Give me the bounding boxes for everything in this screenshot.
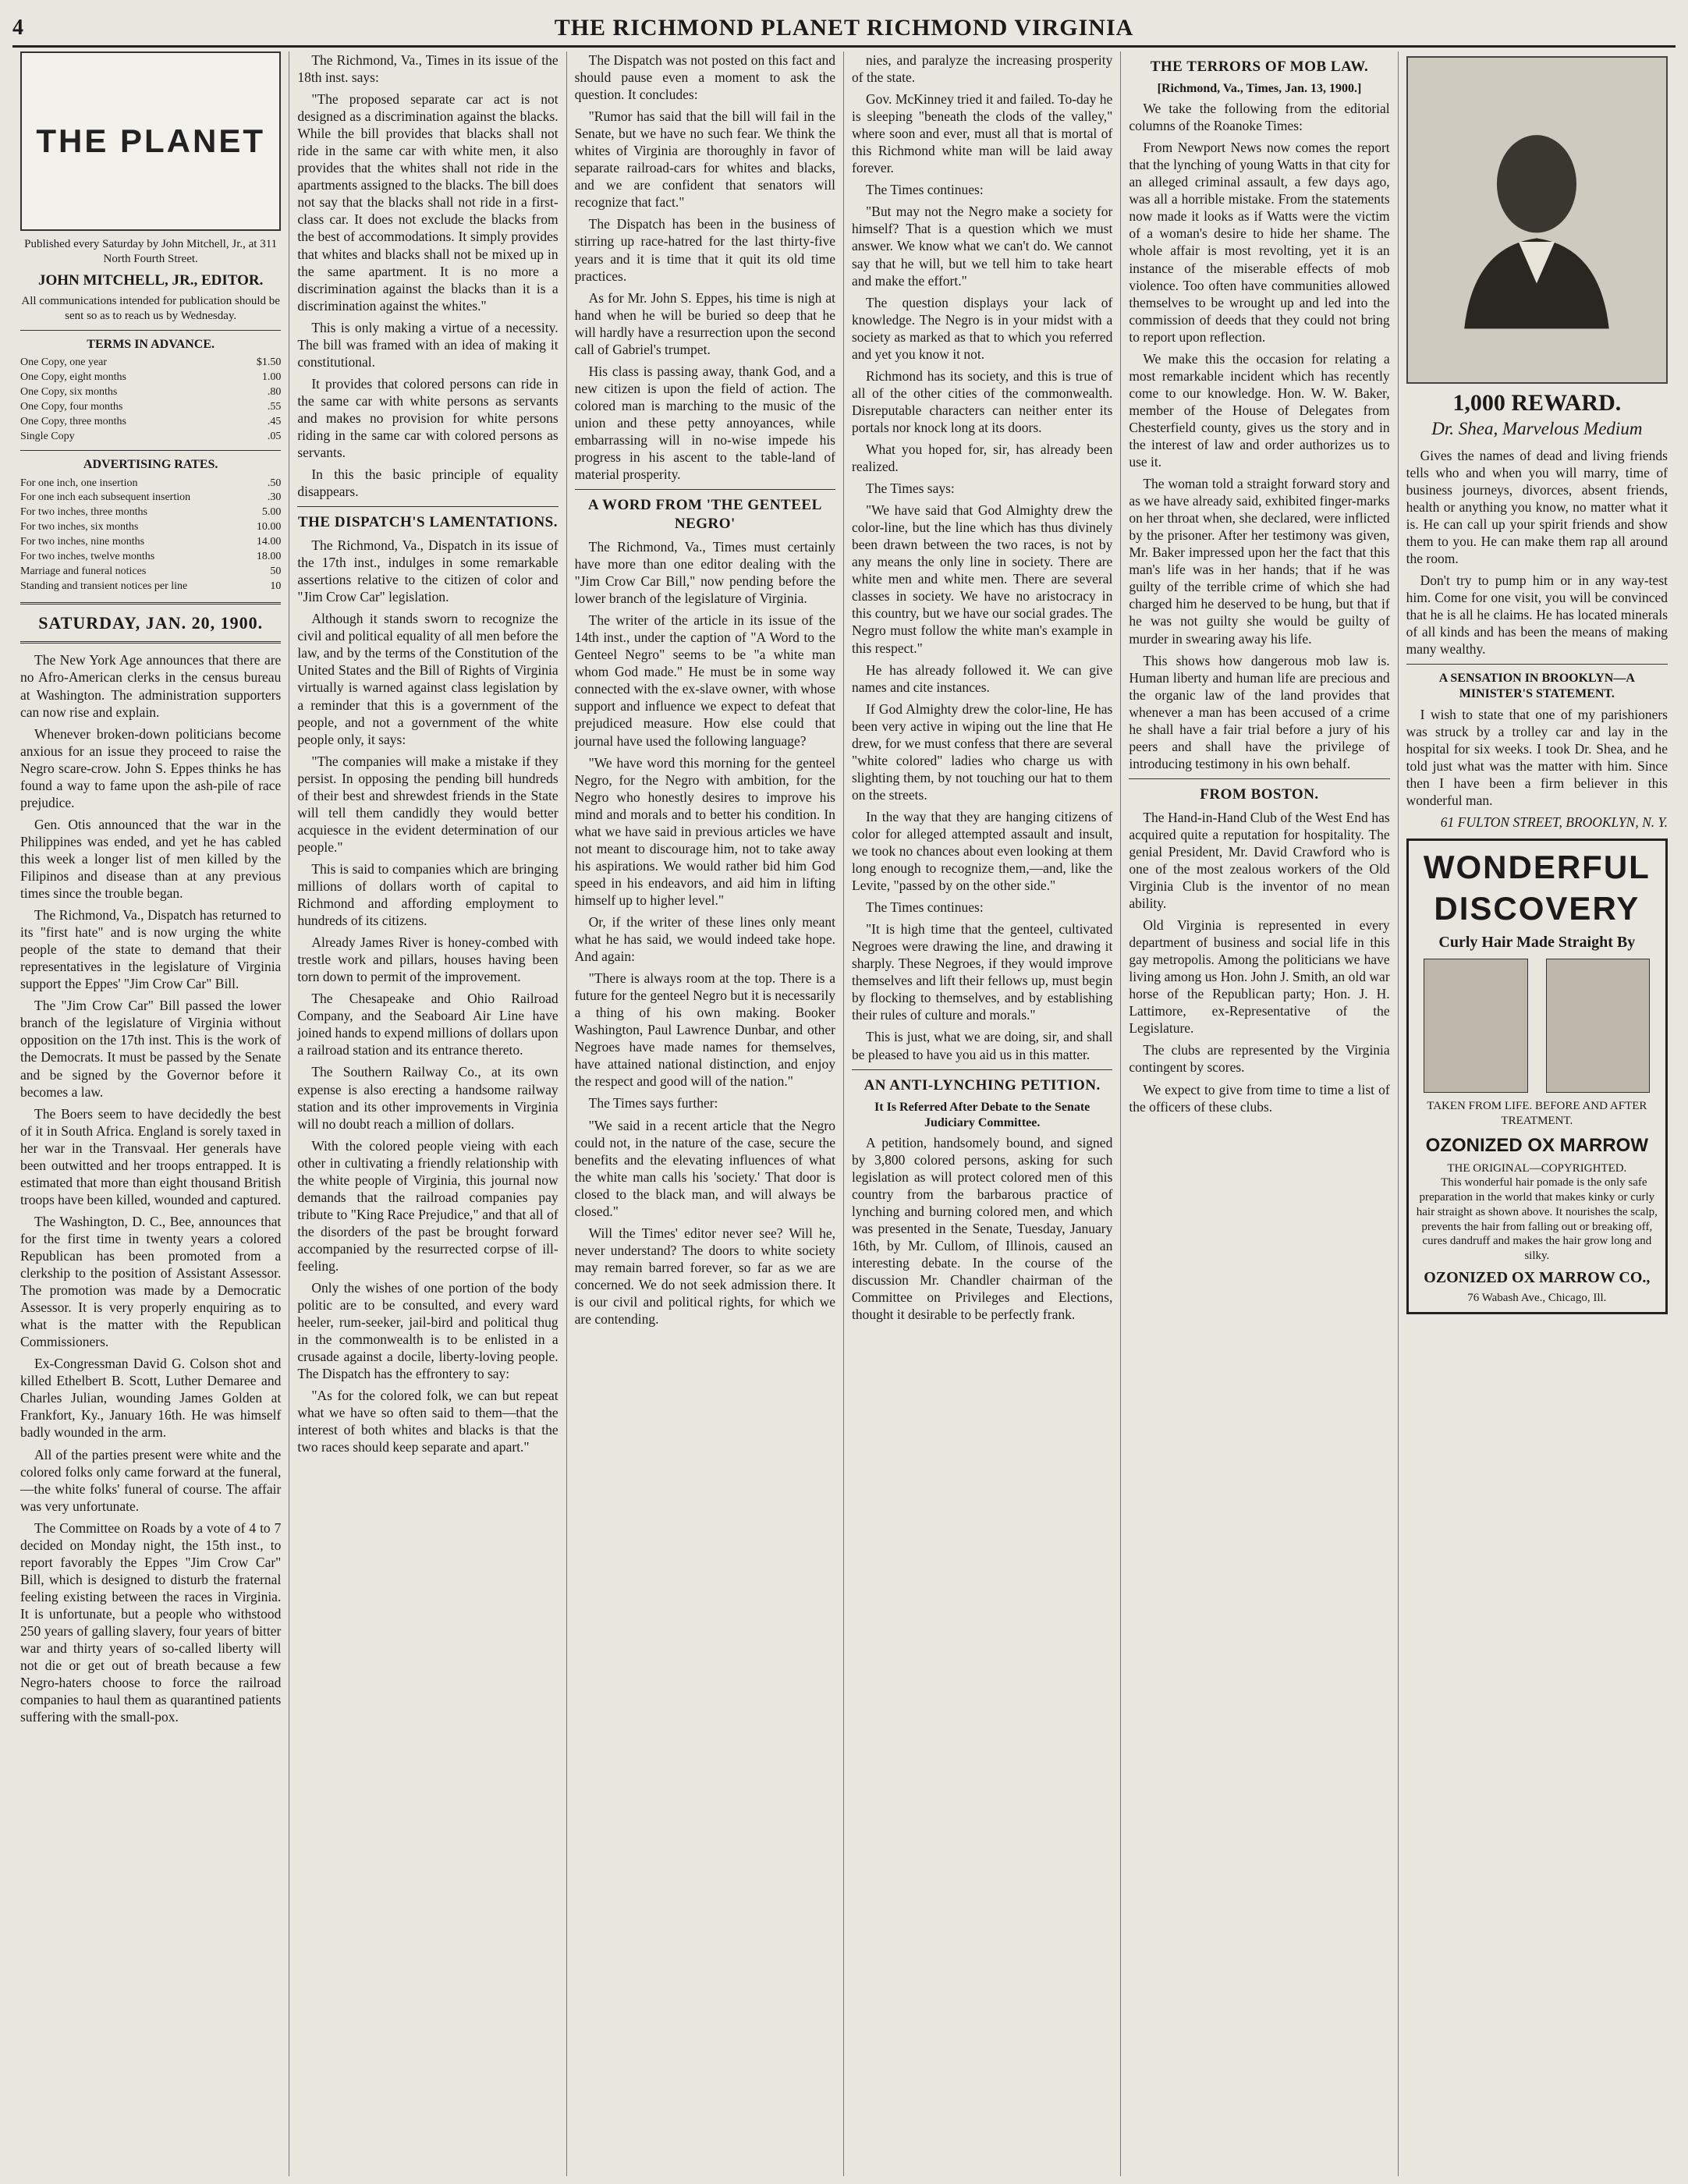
page-number: 4 <box>12 16 23 40</box>
dispatch-continued-paragraph: As for Mr. John S. Eppes, his time is nigh at hand when he will be buried so deep that he will hardly have a resurrection upon the second call of Gabriel's trumpet. <box>574 289 835 357</box>
testimonial-heading: A SENSATION IN BROOKLYN—A MINISTER'S STATEMENT. <box>1438 672 1635 701</box>
genteel-negro-continued-paragraph: This is just, what we are doing, sir, and shall be pleased to have you aid us in this matter. <box>852 1029 1113 1062</box>
dispatch-continued-paragraph: "Rumor has said that the bill will fail in the Senate, but we have no such fear. We think the whites of Virginia are thoroughly in favor of separate railroad-cars for whites and blacks, and we are confident that senators will recognize that fact." <box>574 108 835 211</box>
rate-label: One Copy, four months <box>20 400 123 413</box>
editorial-paragraph: Whenever broken-down politicians become anxious for an issue they proceed to raise the Negro scare-crow. John S. Eppes thinks he has found a way to fame upon the ash-pile of race prejudice. <box>20 725 282 810</box>
editorial-paragraph: The New York Age announces that there are no Afro-American clerks in the census bureau at Washington. The administration supporters can now rise and explain. <box>20 652 282 720</box>
genteel-negro-paragraph: "There is always room at the top. There is a future for the genteel Negro but it is necessarily a thing of his own making. Booker Washington, Paul Lawrence Dunbar, and other Negroes have made names for themselves, have attained national distinction, and enjoy the respect and good will of the nation." <box>574 970 835 1090</box>
mob-law-heading: THE TERRORS OF MOB LAW. <box>1150 58 1369 75</box>
anti-lynching-paragraph: A petition, handsomely bound, and signed by 3,800 colored persons, asking for such legislation as will protect colored men of this country from the barbarous practice of lynching and burning colored men, and which was presented in the Senate, Tuesday, January 16th, by Mr. Cullom, of Illinois, caused an interesting debate. In the course of the discussion Mr. Chandler chairman of the Committee on Privileges and Elections, thought it desirable to be perfectly frank. <box>852 1134 1113 1323</box>
editorial-paragraph: The Washington, D. C., Bee, announces that for the first time in twenty years a colored Republican has been promoted from a clerkship to the position of Assistant Assessor. The promotion was made by a Democratic Assessor. It is very properly enquiring as to what is the matter with the Republican Commissioners. <box>20 1213 282 1350</box>
dr-shea-portrait <box>1406 56 1668 384</box>
times-quote-paragraph: The Richmond, Va., Times in its issue of the 18th inst. says: <box>297 52 559 86</box>
testimonial-text: I wish to state that one of my parishioners was struck by a trolley car and lay in the hospital for six weeks. I took Dr. Shea, and he told just what was the matter with him. Since then I have been a firm believer in this wonderful man. <box>1406 706 1668 808</box>
terms-heading: TERMS IN ADVANCE. <box>87 337 215 351</box>
rate-label: For one inch each subsequent insertion <box>20 491 191 504</box>
dispatch-continued-paragraph: The Dispatch was not posted on this fact and should pause even a moment to ask the question. It concludes: <box>574 52 835 103</box>
rate-label: For two inches, twelve months <box>20 551 155 563</box>
mob-law-paragraph: From Newport News now comes the report that the lynching of young Watts in that city for an alleged criminal assault, a few days ago, was all a horrible mistake. From the statements now made it looks as if Watts were the victim of a woman's desire to hide her shame. The whole affair is most revolting, yet it is an instance of the miserable effects of mob violence. Too often have communities allowed themselves to be wrought up and led into the commission of deeds that they could not bring to report upon reflection. <box>1129 140 1390 345</box>
rate-price: 10.00 <box>256 521 282 534</box>
product-name: OZONIZED OX MARROW <box>1425 1135 1648 1157</box>
editorial-paragraph: The Boers seem to have decidedly the best of it in South Africa. England is sorely taxed in her war in the Transvaal. Her generals have been outwitted and her troops entrapped. It is estimated that more than eight thousand British troops have been killed, wounded and captured. <box>20 1105 282 1207</box>
mob-law-paragraph: We make this the occasion for relating a most remarkable incident which has recently come to our knowledge. Hon. W. W. Baker, member of the House of Delegates from Chesterfield county, gives us the story and in the interest of law and order authorizes us to use it. <box>1129 350 1390 470</box>
ad-title: WONDERFUL DISCOVERY <box>1423 848 1651 927</box>
rate-row <box>20 491 281 505</box>
mob-law-subheading: [Richmond, Va., Times, Jan. 13, 1900.] <box>1157 81 1362 95</box>
editorial-notes <box>20 651 281 1725</box>
genteel-negro-continued-paragraph: He has already followed it. We can give names and cite instances. <box>852 661 1113 695</box>
dispatch-paragraph: Only the wishes of one portion of the body politic are to be consulted, and every ward heeler, rum-seeker, jail-bird and political thug in the commonwealth is to be enlisted in a crusade against a docile, liberty-loving people. The Dispatch has the effrontery to say: <box>297 1280 559 1382</box>
company-address: 76 Wabash Ave., Chicago, Ill. <box>1467 1292 1607 1305</box>
rate-price: .50 <box>267 477 282 489</box>
rate-row <box>20 505 281 520</box>
before-after-images <box>1415 959 1659 1093</box>
times-quote-paragraph: "The proposed separate car act is not designed as a discrimination against the blacks. While the bill provides that blacks shall not ride in the same car with white men, it also provides that the whites shall not ride in the apartments assigned to the blacks. The bill does not say that the blacks shall not ride in a first-class car. It does not exclude the blacks from the best of accommodations. It simply provides that whites and blacks shall not be mixed up in the same apartment. It is no more a discrimination against the blacks than it is a discrimination against the whites." <box>297 91 559 314</box>
communications-note: All communications intended for publication should be sent so as to reach us by Wednesday. <box>21 295 280 323</box>
reward-title: 1,000 REWARD. <box>1452 390 1622 416</box>
terms-table <box>20 356 281 444</box>
genteel-negro-continued-paragraph: The question displays your lack of knowledge. The Negro is in your midst with a society as marked as that to which you referred and yet you know it not. <box>852 294 1113 362</box>
masthead-logo: THE PLANET <box>20 51 281 231</box>
rate-price: $1.50 <box>256 356 282 369</box>
genteel-negro-continued-paragraph: The Times says: <box>866 480 955 497</box>
genteel-negro-continued-paragraph: nies, and paralyze the increasing prosperity of the state. <box>852 52 1113 86</box>
editorial-paragraph: All of the parties present were white and the colored folks only came forward at the funeral,—the white folks' funeral of course. The affair was very unfortunate. <box>20 1446 282 1514</box>
column-5 <box>1121 51 1398 2176</box>
column-1 <box>12 51 289 2176</box>
issue-date: SATURDAY, JAN. 20, 1900. <box>38 612 264 633</box>
dispatch-paragraph: Already James River is honey-combed with trestle work and pillars, houses having been torn down to permit of the improvement. <box>297 934 559 985</box>
rate-price: 5.00 <box>261 506 282 519</box>
column-2 <box>289 51 566 2176</box>
ad-body: This wonderful hair pomade is the only safe preparation in the world that makes kinky or curly hair straight as shown above. It nourishes the scalp, prevents the hair from falling out or breaking off, cures dandruff and makes the hair grow long and silky. <box>1416 1176 1658 1263</box>
rate-label: Marriage and funeral notices <box>20 565 147 577</box>
rate-price: .55 <box>267 400 282 413</box>
column-4 <box>844 51 1121 2176</box>
rate-row <box>20 370 281 385</box>
editorial-paragraph: The "Jim Crow Car" Bill passed the lower branch of the legislature of Virginia without opposition on the 17th inst. This is the work of the Democrats. It must be passed by the Senate and be signed by the Governor before it becomes a law. <box>20 998 282 1100</box>
before-head-image <box>1424 959 1528 1093</box>
genteel-negro-paragraph: Will the Times' editor never see? Will he, never understand? The doors to white society may remain barred forever, so far as we are concerned. We do not seek admission there. It is our civil and political rights, for which we are contending. <box>574 1225 835 1328</box>
genteel-negro-continued-paragraph: "It is high time that the genteel, cultivated Negroes were drawing the line, and drawing it sharply. These Negroes, if they would improve themselves and lift their fellows up, must begin by flocking to themselves, and by establishing their rules of culture and morals." <box>852 921 1113 1023</box>
editorial-paragraph: Gen. Otis announced that the war in the Philippines was ended, and yet he has cabled this week a longer list of men killed by the Filipinos and disease than at any previous times since the trouble began. <box>20 816 282 902</box>
running-header <box>12 11 1676 48</box>
editorial-paragraph: The Richmond, Va., Dispatch has returned to its "first hate" and is now urging the white people of the state to demand that their representatives in the legislature of Virginia support the Eppes' "Jim Crow Car" Bill. <box>20 907 282 992</box>
rate-price: .30 <box>267 491 282 504</box>
genteel-negro-paragraph: The Times says further: <box>588 1095 718 1112</box>
rate-price: 1.00 <box>261 370 282 383</box>
genteel-negro-continued-paragraph: Gov. McKinney tried it and failed. To-day he is sleeping "beneath the clods of the valley," where soon and ever, must all that is mortal of this Richmond white man will be laid away forever. <box>852 91 1113 176</box>
editor-line: JOHN MITCHELL, JR., EDITOR. <box>37 271 264 289</box>
ad-subtitle: Curly Hair Made Straight By <box>1438 933 1636 951</box>
copyright-line: THE ORIGINAL—COPYRIGHTED. <box>1447 1161 1627 1175</box>
genteel-negro-continued <box>852 51 1112 1063</box>
rate-row <box>20 550 281 565</box>
newspaper-title: THE RICHMOND PLANET RICHMOND VIRGINIA <box>554 15 1134 41</box>
rate-price: 50 <box>270 565 282 577</box>
after-head-image <box>1546 959 1651 1093</box>
genteel-negro-continued-paragraph: In the way that they are hanging citizens of color for alleged attempted assault and insult, we took no chances about even looking at them long enough to recognize them,—and, like the Levite, "passed by on the other side." <box>852 808 1113 894</box>
dispatch-paragraph: "The companies will make a mistake if they persist. In opposing the pending bill hundreds of their best and shrewdest friends in the State will tell them candidly they would better acquiesce in the evident determination of our people." <box>297 753 559 855</box>
dispatch-paragraph: "As for the colored folk, we can but repeat what we have so often said to them—that the interest of both whites and blacks is that the two races should keep separate and apart." <box>297 1388 559 1455</box>
shea-ad-text <box>1406 447 1668 658</box>
before-after-caption: TAKEN FROM LIFE. BEFORE AND AFTER TREATMENT. <box>1427 1099 1647 1127</box>
genteel-negro-paragraph: "We said in a recent article that the Negro could not, in the nature of the case, secure the benefits and the elevating influences of what the white man calls his 'society.' That door is closed to the black man, and will always be closed." <box>574 1117 835 1219</box>
boston-paragraph: We expect to give from time to time a list of the officers of these clubs. <box>1129 1081 1390 1115</box>
dispatch-paragraph: Although it stands sworn to recognize the civil and political equality of all men before the law, and by the terms of the Constitution of the United States and the Bill of Rights of Virginia virtually is warned against class legislation by a reminder that this is a government of the people, and not a government of the white people only, it says: <box>297 611 559 747</box>
genteel-negro-continued-paragraph: The Times continues: <box>866 899 984 916</box>
genteel-negro-paragraph: The Richmond, Va., Times must certainly have more than one editor dealing with the "Jim Crow Car Bill," now pending before the lower branch of the legislature of Virginia. <box>574 539 835 607</box>
column-6 <box>1399 51 1676 2176</box>
genteel-negro-paragraph: Or, if the writer of these lines only meant what he has said, we would indeed take hope. And again: <box>574 913 835 965</box>
dispatch-paragraph: The Chesapeake and Ohio Railroad Company, and the Seaboard Air Line have joined hands to expend millions of dollars upon a railroad station and its entrance thereto. <box>297 991 559 1058</box>
rate-label: For one inch, one insertion <box>20 477 138 489</box>
rate-label: One Copy, six months <box>20 385 118 398</box>
mob-law-paragraph: We take the following from the editorial columns of the Roanoke Times: <box>1129 101 1390 134</box>
columns <box>12 51 1676 2176</box>
ox-marrow-ad <box>1406 838 1668 1314</box>
rate-label: One Copy, one year <box>20 356 108 369</box>
published-line: Published every Saturday by John Mitchell, Jr., at 311 North Fourth Street. <box>24 238 278 265</box>
genteel-negro-continued-paragraph: "We have said that God Almighty drew the color-line, but the line which has thus divinely been drawn between the two races, is not by any means the only line in society. There are white men and white men. There are several classes in society. We have no aristocracy in this country, but we have our social grades. The Negro must follow the white man's example in this respect." <box>852 502 1113 656</box>
rate-price: .80 <box>267 385 282 398</box>
rate-price: 10 <box>270 580 282 592</box>
times-quote-paragraph: It provides that colored persons can ride in the same car with white persons as servants and makes no provision for white persons riding in the same car with colored persons as servants. <box>297 375 559 461</box>
dispatch-article <box>297 537 558 1455</box>
anti-lynching-heading: AN ANTI-LYNCHING PETITION. <box>864 1076 1101 1094</box>
dispatch-continued-paragraph: His class is passing away, thank God, and a new citizen is upon the field of action. The colored man is marching to the music of the union and these petty annoyances, while embarrassing will in no-wise impede his progress in his ascent to the table-land of material prosperity. <box>574 363 835 483</box>
rate-price: 14.00 <box>256 536 282 548</box>
times-quote <box>297 51 558 500</box>
portrait-icon <box>1446 74 1627 366</box>
boston-paragraph: Old Virginia is represented in every department of business and social life in this gay metropolis. Among the politicians we have living among us Hon. John J. Smith, an old war horse of the Republican party; Hon. J. H. Lattimore, ex-Representative of the Legislature. <box>1129 917 1390 1037</box>
rate-label: For two inches, nine months <box>20 536 145 548</box>
genteel-negro-continued-paragraph: "But may not the Negro make a society for himself? That is a question which we must answer. We know what we can't do. We cannot say that he will, but we tell him to take heart and make the effort." <box>852 204 1113 289</box>
rate-row <box>20 415 281 430</box>
dispatch-paragraph: This is said to companies which are bringing millions of dollars worth of capital to Richmond and affording employment to hundreds of its citizens. <box>297 860 559 929</box>
shea-ad-paragraph: Don't try to pump him or in any way-test him. Come for one visit, you will be convinced that he is all he claims. He has located minerals of all kinds and has been the means of making many wealthy. <box>1406 573 1668 658</box>
shea-address: 61 FULTON STREET, BROOKLYN, N. Y. <box>1440 814 1668 830</box>
editorial-paragraph: The Committee on Roads by a vote of 4 to 7 decided on Monday night, the 15th inst., to report favorably the Eppes "Jim Crow Car" Bill, which is designed to disturb the fraternal feeling existing between the races in Virginia. It is unfortunate, but a people who withstood 250 years of galling slavery, four years of bitter war and thirty years of so-called liberty will not die or get out of breath because a few Negro-haters choose to force the railroad companies to haul them as quarantined patients suffering with the small-pox. <box>20 1519 282 1725</box>
genteel-negro-continued-paragraph: What you hoped for, sir, has already been realized. <box>852 441 1113 475</box>
rate-label: One Copy, eight months <box>20 370 126 383</box>
dispatch-continued-paragraph: The Dispatch has been in the business of stirring up race-hatred for the last thirty-five years and it is time that it quit its old time practices. <box>574 216 835 284</box>
anti-lynching-subheading: It Is Referred After Debate to the Senate Judiciary Committee. <box>874 1100 1090 1129</box>
advertising-table <box>20 477 281 594</box>
editorial-paragraph: Ex-Congressman David G. Colson shot and killed Ethelbert B. Scott, Luther Demaree and Charles Julian, wounding James Golden at Frankfort, Ky., January 16th. He was himself badly wounded in the arm. <box>20 1356 282 1441</box>
anti-lynching-article <box>852 1134 1112 1324</box>
boston-article <box>1129 809 1389 1115</box>
boston-heading: FROM BOSTON. <box>1200 785 1319 803</box>
rate-row <box>20 580 281 594</box>
rate-row <box>20 520 281 535</box>
genteel-negro-continued-paragraph: Richmond has its society, and this is true of all of the other cities of the commonwealth. Disreputable characters can neither enter its portals nor knock long at its doors. <box>852 367 1113 435</box>
times-quote-paragraph: This is only making a virtue of a necessity. The bill was framed with an idea of making it constitutional. <box>297 319 559 370</box>
genteel-negro-continued-paragraph: The Times continues: <box>866 182 984 198</box>
rate-row <box>20 356 281 370</box>
boston-paragraph: The Hand-in-Hand Club of the West End has acquired quite a reputation for hospitality. The genial President, Mr. David Crawford who is one of the most zealous workers of the Old Virginia Club is the inventor of no mean ability. <box>1129 809 1390 912</box>
genteel-negro-paragraph: "We have word this morning for the genteel Negro, for the Negro with ambition, for the Negro who honestly desires to improve his mind and morals and to better his condition. In what we have said in previous articles we have not meant to discourage him, not to take away his aspirations. We would rather bid him God speed in his endeavors, and aid him in lifting himself up to higher level." <box>574 754 835 908</box>
genteel-negro-paragraph: The writer of the article in its issue of the 14th inst., under the caption of "A Word to the Genteel Negro" seems to be "a white man whom God made." He must be in some way connected with the ex-slave owner, with whose support and influence we expect to defeat that prejudiced measure. How else could that journal have used the following language? <box>574 612 835 749</box>
advertising-heading: ADVERTISING RATES. <box>83 458 218 472</box>
rate-row <box>20 400 281 415</box>
rate-row <box>20 477 281 491</box>
dispatch-paragraph: The Southern Railway Co., at its own expense is also erecting a handsome railway station and its other improvements in Virginia will no doubt reach a million of dollars. <box>297 1064 559 1132</box>
dispatch-continued <box>575 51 835 483</box>
dispatch-heading: THE DISPATCH'S LAMENTATIONS. <box>297 514 558 531</box>
rate-label: Standing and transient notices per line <box>20 580 188 592</box>
medium-title: Dr. Shea, Marvelous Medium <box>1431 418 1643 438</box>
company-name: OZONIZED OX MARROW CO., <box>1424 1268 1651 1286</box>
dispatch-paragraph: The Richmond, Va., Dispatch in its issue of the 17th inst., indulges in some remarkable assertions relative to the citizen of color and "Jim Crow Car" legislation. <box>297 537 559 605</box>
rate-row <box>20 385 281 400</box>
rate-price: 18.00 <box>256 551 282 563</box>
mob-law-article <box>1129 100 1389 772</box>
shea-ad-paragraph: Gives the names of dead and living friends tells who and when you will marry, time of business journeys, divorces, absent friends, health or anything you know, no matter what it is. He can call up your spirit friends and show them to you. He can make them rap all around the room. <box>1406 447 1668 567</box>
rate-label: For two inches, three months <box>20 506 147 519</box>
rate-row <box>20 565 281 580</box>
rate-price: .05 <box>267 430 282 442</box>
genteel-negro-heading: A WORD FROM 'THE GENTEEL NEGRO' <box>587 497 822 533</box>
times-quote-paragraph: In this the basic principle of equality disappears. <box>297 466 559 500</box>
mob-law-paragraph: The woman told a straight forward story and as we have already said, exhibited finger-marks on her throat when, she declared, were inflicted by the prisoner. After her testimony was given, Mr. Baker impressed upon her the fact that this man's life was in her hands; that if he was guilty of the terrible crime of which she had charged him he deserved to be hung, but that if he was not guilty she would be guilty of murder in swearing away his life. <box>1129 476 1390 647</box>
genteel-negro-continued-paragraph: If God Almighty drew the color-line, He has been very active in wiping out the line that He drew, for we must confess that there are several "white colored" ladies who charge us with slighting them, by not touching our hat to them on the streets. <box>852 700 1113 803</box>
rate-label: Single Copy <box>20 430 75 442</box>
column-3 <box>567 51 844 2176</box>
rate-price: .45 <box>267 415 282 427</box>
rate-row <box>20 535 281 550</box>
boston-paragraph: The clubs are represented by the Virginia contingent by scores. <box>1129 1042 1390 1076</box>
genteel-negro-article <box>575 538 835 1328</box>
rate-label: One Copy, three months <box>20 415 126 427</box>
mob-law-paragraph: This shows how dangerous mob law is. Human liberty and human life are precious and the organic law of the land provides that whenever a man has been accused of a crime he shall have a fair trial before a jury of his peers and shall have the privilege of introducing testimony in his own behalf. <box>1129 652 1390 771</box>
rate-row <box>20 430 281 445</box>
rate-label: For two inches, six months <box>20 521 139 534</box>
dispatch-paragraph: With the colored people vieing with each other in cultivating a friendly relationship with the white people of Virginia, this journal now demands that the railroad companies pay tribute to "King Race Prejudice," and that all of the disorders of the past be brought forward accompanied by the resurrected corpse of ill-feeling. <box>297 1137 559 1274</box>
